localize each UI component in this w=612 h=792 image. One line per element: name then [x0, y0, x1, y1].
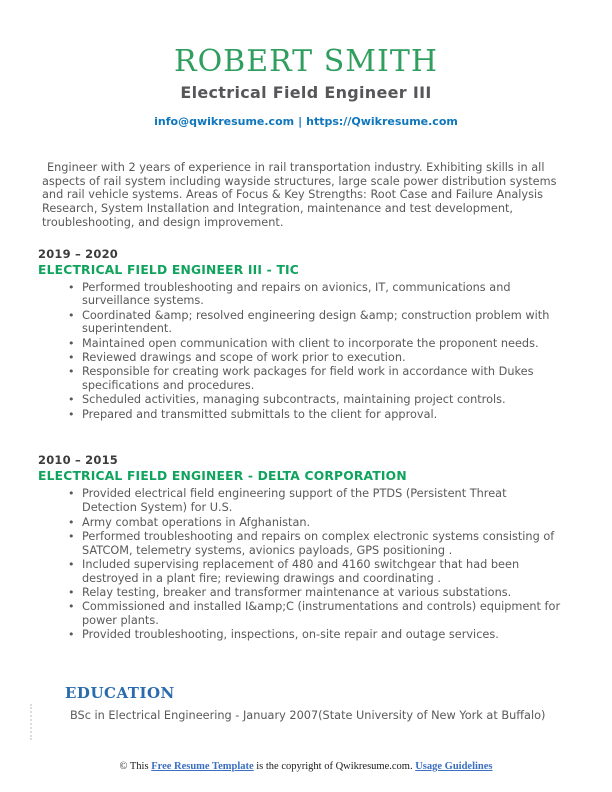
- bullet-item: • Performed troubleshooting and repairs on avionics, IT, communications and surveillance systems.: [38, 281, 562, 309]
- experience-bullet-list: [38, 487, 562, 642]
- bullet-item: • Coordinated &amp; resolved engineering design &amp; construction problem with superintendent.: [38, 309, 562, 337]
- resume-header: [0, 0, 612, 128]
- experience-section-tic: [38, 247, 612, 422]
- education-heading: EDUCATION: [65, 684, 175, 703]
- footer-text-middle: is the copyright of Qwikresume.com.: [253, 761, 416, 772]
- bullet-item: • Relay testing, breaker and transformer maintenance at various substations.: [38, 586, 562, 600]
- bullet-item: • Commissioned and installed I&amp;C (instrumentations and controls) equipment for power plants.: [38, 600, 562, 628]
- bullet-item: • Army combat operations in Afghanistan.: [38, 516, 562, 530]
- experience-bullet-list: [38, 281, 562, 422]
- bullet-item: • Performed troubleshooting and repairs on complex electronic systems consisting of SATCOM, telemetry systems, avionics payloads, GPS positioning .: [38, 530, 562, 558]
- dotted-divider: [30, 704, 32, 740]
- free-resume-template-link[interactable]: Free Resume Template: [151, 761, 254, 772]
- experience-title: ELECTRICAL FIELD ENGINEER III - TIC: [38, 262, 300, 277]
- education-section: [0, 684, 612, 724]
- usage-guidelines-link[interactable]: Usage Guidelines: [415, 761, 493, 772]
- bullet-item: • Provided troubleshooting, inspections, on-site repair and outage services.: [38, 628, 562, 642]
- bullet-item: • Scheduled activities, managing subcontracts, maintaining project controls.: [38, 393, 562, 407]
- bullet-item: • Included supervising replacement of 480 and 4160 switchgear that had been destroyed in a plant fire; reviewing drawings and coordinating .: [38, 558, 562, 586]
- bullet-item: • Maintained open communication with client to incorporate the proponent needs.: [38, 337, 562, 351]
- footer-copyright: [0, 761, 612, 772]
- bullet-item: • Provided electrical field engineering support of the PTDS (Persistent Threat Detection System) for U.S.: [38, 487, 562, 515]
- job-title: Electrical Field Engineer III: [180, 83, 432, 102]
- contact-separator: |: [298, 115, 303, 128]
- experience-dates: 2019 – 2020: [38, 246, 118, 261]
- bullet-item: • Reviewed drawings and scope of work prior to execution.: [38, 351, 562, 365]
- bullet-item: • Prepared and transmitted submittals to the client for approval.: [38, 408, 562, 422]
- bullet-item: • Responsible for creating work packages for field work in accordance with Dukes specifications and procedures.: [38, 365, 562, 393]
- footer-text-prefix: © This: [119, 761, 152, 772]
- experience-dates: 2010 – 2015: [38, 453, 118, 468]
- education-item: BSc in Electrical Engineering - January 2007(State University of New York at Buffalo): [70, 709, 546, 723]
- email-link[interactable]: info@qwikresume.com: [154, 115, 295, 128]
- contact-line: [0, 115, 612, 128]
- website-link[interactable]: https://Qwikresume.com: [306, 115, 458, 128]
- experience-title: ELECTRICAL FIELD ENGINEER - DELTA CORPORATION: [38, 469, 407, 484]
- experience-section-delta: [38, 453, 612, 642]
- candidate-name: ROBERT SMITH: [173, 44, 439, 79]
- summary-paragraph: Engineer with 2 years of experience in rail transportation industry. Exhibiting skills in all aspects of rail system including wayside structures, large scale power distribution systems and rail vehicle systems. Areas of Focus & Key Strengths: Root Case and Failure Analysis Research, System Installation and Integration, maintenance and test development, troubleshooting, and design improvement.: [42, 161, 557, 229]
